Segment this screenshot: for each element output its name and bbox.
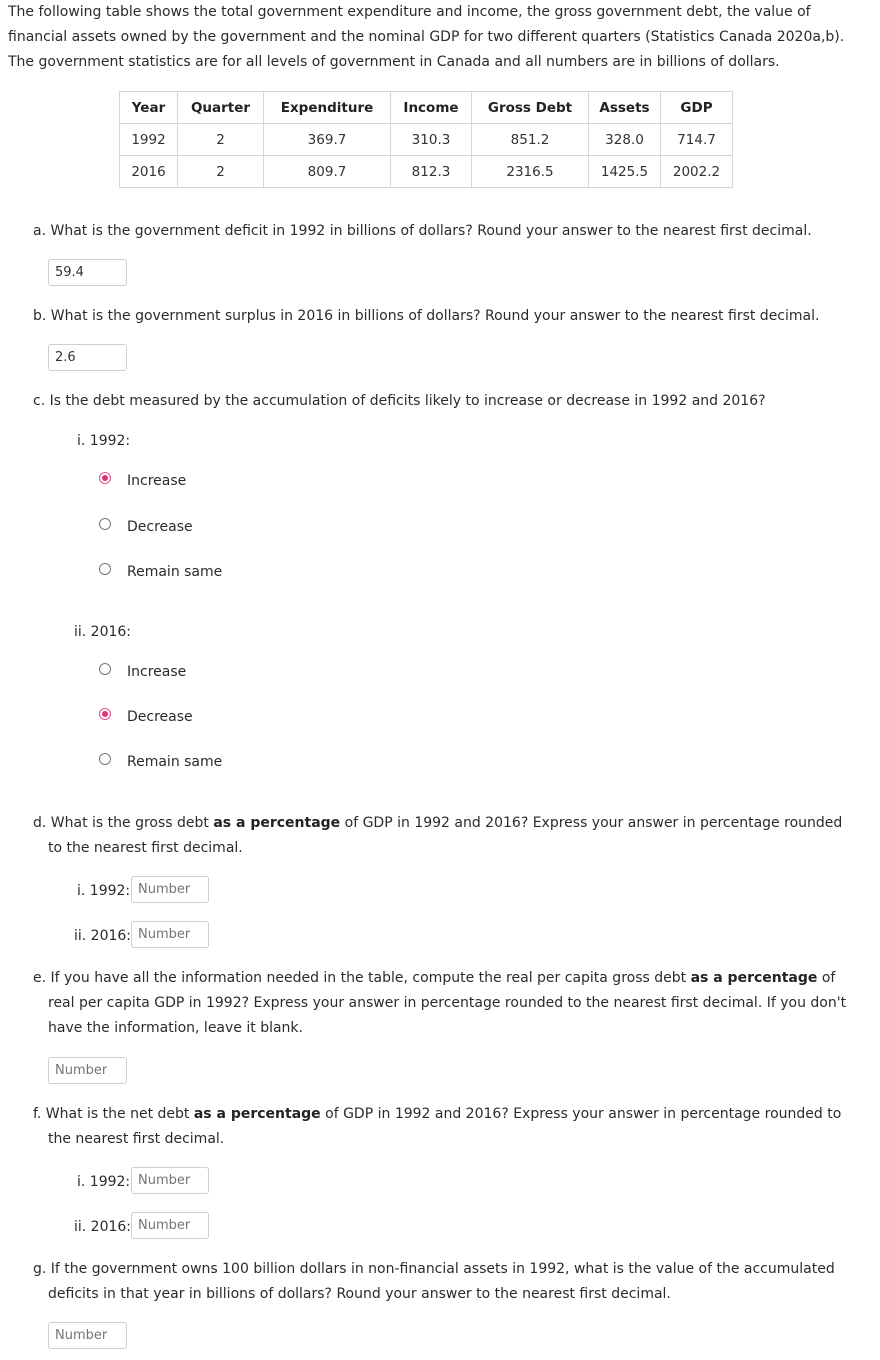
header-quarter: Quarter (178, 92, 264, 124)
question-f: f. What is the net debt as a percentage of GDP in 1992 and 2016? Express your answer in percentage rounded to the nearest first decimal. (33, 1106, 842, 1147)
sub-label-2016: ii. 2016: (74, 624, 132, 640)
f-label-1992: i. 1992: (77, 1174, 131, 1190)
radio-1992-decrease[interactable] (99, 518, 111, 530)
cell-income: 310.3 (391, 124, 472, 156)
question-g: g. If the government owns 100 billion dollars in non-financial assets in 1992, what is the value of the accumulated deficits in that year in billions of dollars? Round your answer to the nearest first decimal. (33, 1261, 835, 1302)
question-a: a. What is the government deficit in 1992 in billions of dollars? Round your answer to the nearest first decimal. (33, 223, 812, 239)
question-b: b. What is the government surplus in 2016 in billions of dollars? Round your answer to the nearest first decimal. (33, 308, 820, 324)
cell-assets: 328.0 (589, 124, 661, 156)
cell-gross-debt: 851.2 (472, 124, 589, 156)
answer-e-input[interactable] (48, 1057, 127, 1084)
header-gdp: GDP (661, 92, 733, 124)
radio-2016-increase[interactable] (99, 663, 111, 675)
radio-2016-remain-same[interactable] (99, 753, 111, 765)
cell-expenditure: 369.7 (264, 124, 391, 156)
answer-b-input[interactable] (48, 344, 127, 371)
radio-1992-increase[interactable] (99, 472, 111, 484)
cell-income: 812.3 (391, 156, 472, 188)
cell-year: 1992 (120, 124, 178, 156)
cell-year: 2016 (120, 156, 178, 188)
header-expenditure: Expenditure (264, 92, 391, 124)
cell-gross-debt: 2316.5 (472, 156, 589, 188)
option-label-decrease: Decrease (127, 709, 193, 725)
option-label-increase: Increase (127, 473, 187, 489)
question-e: e. If you have all the information needed in the table, compute the real per capita gross debt as a percentage of real per capita GDP in 1992? Express your answer in percentage rounded to the nearest first decimal. If you don't have the information, leave it blank. (33, 970, 847, 1036)
option-label-remain-same: Remain same (127, 754, 223, 770)
radio-1992-remain-same[interactable] (99, 563, 111, 575)
cell-gdp: 2002.2 (661, 156, 733, 188)
table-header-row (120, 92, 733, 124)
question-c: c. Is the debt measured by the accumulation of deficits likely to increase or decrease in 1992 and 2016? (33, 393, 766, 409)
header-income: Income (391, 92, 472, 124)
cell-expenditure: 809.7 (264, 156, 391, 188)
option-label-decrease: Decrease (127, 519, 193, 535)
answer-d-1992-input[interactable] (131, 876, 209, 903)
header-year: Year (120, 92, 178, 124)
option-label-remain-same: Remain same (127, 564, 223, 580)
intro-paragraph: The following table shows the total government expenditure and income, the gross government debt, the value of financial assets owned by the government and the nominal GDP for two different quarters (Statistics Canada 2020a,b). The government statistics are for all levels of government in Canada and all numbers are in billions of dollars. (8, 4, 845, 70)
option-label-increase: Increase (127, 664, 187, 680)
sub-label-1992: i. 1992: (77, 433, 131, 449)
f-label-2016: ii. 2016: (74, 1219, 132, 1235)
answer-f-2016-input[interactable] (131, 1212, 209, 1239)
cell-quarter: 2 (178, 156, 264, 188)
radio-2016-decrease[interactable] (99, 708, 111, 720)
question-d: d. What is the gross debt as a percentage of GDP in 1992 and 2016? Express your answer in percentage rounded to the nearest first decimal. (33, 815, 843, 856)
data-table (119, 91, 733, 188)
cell-quarter: 2 (178, 124, 264, 156)
answer-d-2016-input[interactable] (131, 921, 209, 948)
d-label-1992: i. 1992: (77, 883, 131, 899)
d-label-2016: ii. 2016: (74, 928, 132, 944)
table-row (120, 124, 733, 156)
answer-a-input[interactable] (48, 259, 127, 286)
header-assets: Assets (589, 92, 661, 124)
table-row (120, 156, 733, 188)
header-gross-debt: Gross Debt (472, 92, 589, 124)
answer-f-1992-input[interactable] (131, 1167, 209, 1194)
cell-assets: 1425.5 (589, 156, 661, 188)
cell-gdp: 714.7 (661, 124, 733, 156)
answer-g-input[interactable] (48, 1322, 127, 1349)
